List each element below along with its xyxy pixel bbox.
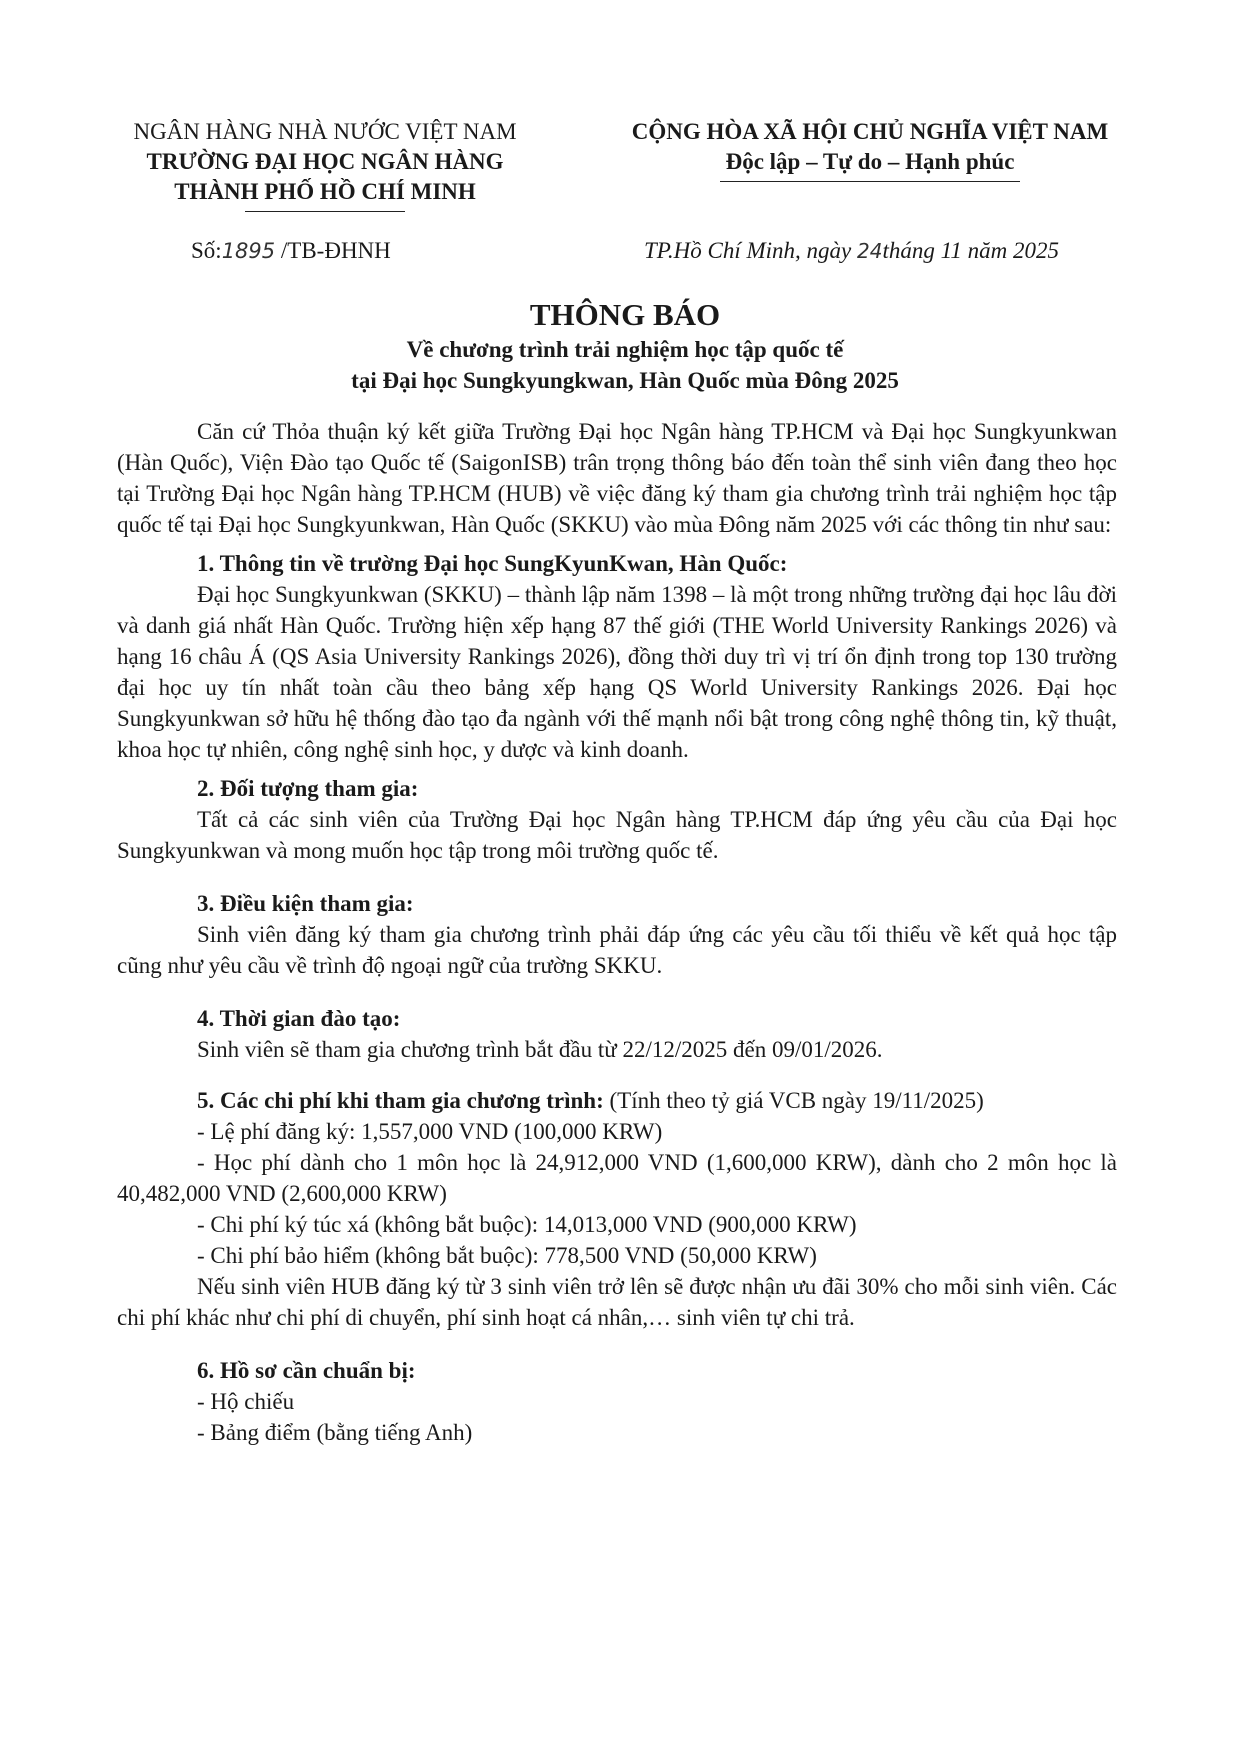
- school-name-line1: TRƯỜNG ĐẠI HỌC NGÂN HÀNG: [146, 149, 504, 174]
- document-subtitle-line1: Về chương trình trải nghiệm học tập quốc tế: [406, 337, 844, 362]
- date-prefix: TP.Hồ Chí Minh, ngày: [644, 238, 857, 263]
- place-and-date: [644, 236, 1059, 266]
- school-name-line2: THÀNH PHỐ HỒ CHÍ MINH: [174, 179, 476, 204]
- fee-item: - Chi phí bảo hiểm (không bắt buộc): 778,500 VND (50,000 KRW): [197, 1243, 817, 1268]
- document-title: THÔNG BÁO: [529, 297, 721, 332]
- doc-number-suffix: /TB-ĐHNH: [275, 238, 391, 263]
- section-4-text: Sinh viên sẽ tham gia chương trình bắt đầu từ 22/12/2025 đến 09/01/2026.: [197, 1037, 883, 1062]
- section-1-heading: 1. Thông tin về trường Đại học SungKyunKwan, Hàn Quốc:: [197, 551, 788, 576]
- title-block: [140, 296, 1110, 396]
- section-5-heading-line: [117, 1085, 1117, 1116]
- issuer-block: [100, 117, 550, 212]
- section-3-heading: 3. Điều kiện tham gia:: [197, 891, 414, 916]
- intro-paragraph: Căn cứ Thỏa thuận ký kết giữa Trường Đại học Ngân hàng TP.HCM và Đại học Sungkyunkwan (Hàn Quốc), Viện Đào tạo Quốc tế (SaigonISB) trân trọng thông báo đến toàn thể sinh viên đang theo học tại Trường Đại học Ngân hàng TP.HCM (HUB) về việc đăng ký tham gia chương trình trải nghiệm học tập quốc tế tại Đại học Sungkyunkwan, Hàn Quốc (SKKU) vào mùa Đông năm 2025 với các thông tin như sau:: [117, 419, 1117, 537]
- section-4-heading: 4. Thời gian đào tạo:: [197, 1006, 401, 1031]
- agency-name: NGÂN HÀNG NHÀ NƯỚC VIỆT NAM: [133, 119, 517, 144]
- document-number: [191, 236, 391, 266]
- republic-name: CỘNG HÒA XÃ HỘI CHỦ NGHĨA VIỆT NAM: [631, 119, 1109, 144]
- section-5-text: Nếu sinh viên HUB đăng ký từ 3 sinh viên trở lên sẽ được nhận ưu đãi 30% cho mỗi sinh viên. Các chi phí khác như chi phí di chuyển, phí sinh hoạt cá nhân,… sinh viên tự chi trả.: [117, 1274, 1117, 1330]
- doc-number-prefix: Số:: [191, 238, 222, 263]
- section-2-heading: 2. Đối tượng tham gia:: [197, 776, 419, 801]
- fee-item: - Lệ phí đăng ký: 1,557,000 VND (100,000 KRW): [197, 1119, 663, 1144]
- date-suffix: tháng 11 năm 2025: [882, 238, 1059, 263]
- document-item: - Hộ chiếu: [197, 1389, 295, 1414]
- motto: Độc lập – Tự do – Hạnh phúc: [725, 149, 1015, 174]
- section-5-heading: 5. Các chi phí khi tham gia chương trình:: [197, 1088, 604, 1113]
- fee-item: - Chi phí ký túc xá (không bắt buộc): 14,013,000 VND (900,000 KRW): [197, 1212, 857, 1237]
- document-body: [117, 416, 1117, 1448]
- national-title-block: [590, 117, 1150, 182]
- doc-number-handwritten: 1895: [221, 239, 276, 263]
- date-day-handwritten: 24: [856, 239, 883, 263]
- section-3-text: Sinh viên đăng ký tham gia chương trình phải đáp ứng các yêu cầu tối thiểu về kết quả học tập cũng như yêu cầu về trình độ ngoại ngữ của trường SKKU.: [117, 922, 1117, 978]
- issuer-underline: [245, 211, 405, 212]
- section-2-text: Tất cả các sinh viên của Trường Đại học Ngân hàng TP.HCM đáp ứng yêu cầu của Đại học Sungkyunkwan và mong muốn học tập trong môi trường quốc tế.: [117, 807, 1117, 863]
- motto-underline: [720, 181, 1020, 182]
- fee-item: - Học phí dành cho 1 môn học là 24,912,000 VND (1,600,000 KRW), dành cho 2 môn học là 40,482,000 VND (2,600,000 KRW): [117, 1150, 1117, 1206]
- section-5-note: (Tính theo tỷ giá VCB ngày 19/11/2025): [603, 1088, 984, 1113]
- document-subtitle-line2: tại Đại học Sungkyungkwan, Hàn Quốc mùa Đông 2025: [351, 368, 899, 393]
- document-item: - Bảng điểm (bằng tiếng Anh): [197, 1420, 473, 1445]
- section-1-text: Đại học Sungkyunkwan (SKKU) – thành lập năm 1398 – là một trong những trường đại học lâu đời và danh giá nhất Hàn Quốc. Trường hiện xếp hạng 87 thế giới (THE World University Rankings 2026) và hạng 16 châu Á (QS Asia University Rankings 2026), đồng thời duy trì vị trí ổn định trong top 130 trường đại học uy tín nhất toàn cầu theo bảng xếp hạng QS World University Rankings 2026. Đại học Sungkyunkwan sở hữu hệ thống đào tạo đa ngành với thế mạnh nổi bật trong công nghệ thông tin, kỹ thuật, khoa học tự nhiên, công nghệ sinh học, y dược và kinh doanh.: [117, 582, 1117, 762]
- section-6-heading: 6. Hồ sơ cần chuẩn bị:: [197, 1358, 416, 1383]
